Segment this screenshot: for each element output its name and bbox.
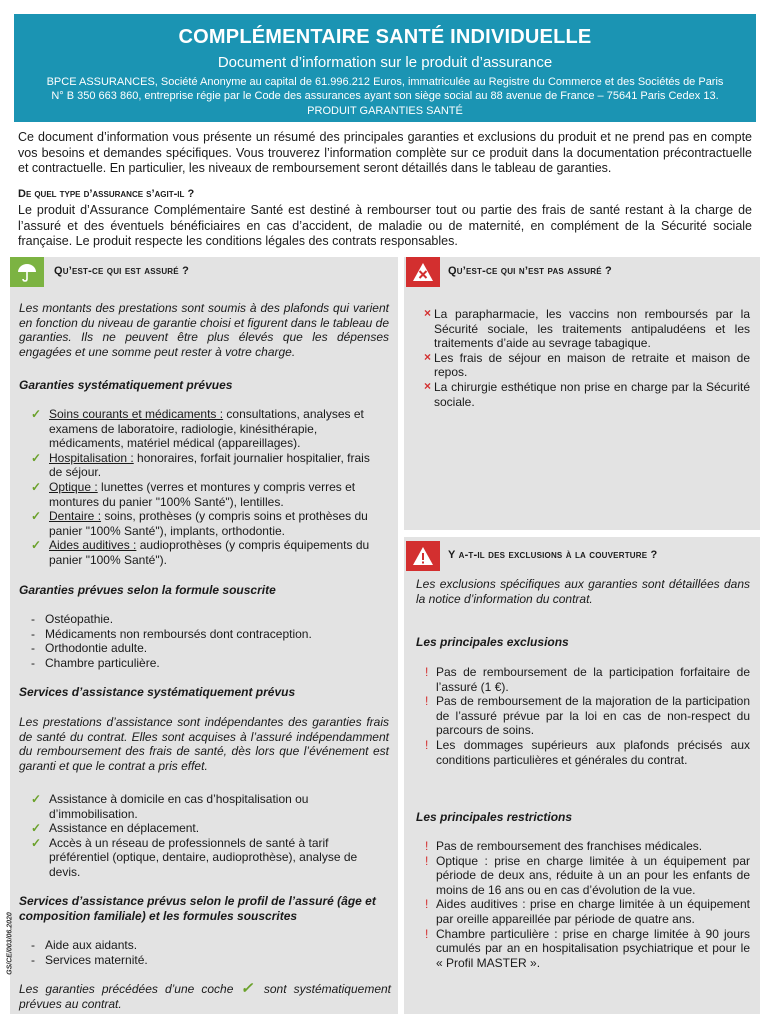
document-subtitle: Document d’information sur le produit d’assurance	[217, 54, 553, 71]
list-item: ! Pas de remboursement de la majoration de la participation de l’assuré prévue par la loi en cas de non-respect du parcours de soins.	[424, 694, 750, 738]
list-item-text: soins, prothèses (y compris soins et prothèses du panier "100% Santé"), implants, orthodontie.	[49, 509, 368, 538]
list-item: - Médicaments non remboursés dont contraception.	[29, 627, 379, 642]
formula-list	[29, 612, 379, 670]
assistance-heading: Services d’assistance systématiquement prévus	[19, 685, 296, 699]
company-info-line: N° B 350 663 860, entreprise régie par le Code des assurances ayant son siège social au 88 avenue de France – 75641 Paris Cedex 13.	[51, 90, 719, 102]
list-item: ! Aides auditives : prise en charge limitée à un équipement par oreille appareillée par période de quatre ans.	[424, 897, 750, 926]
list-item: ! Pas de remboursement des franchises médicales.	[424, 839, 750, 854]
list-item-label: Dentaire :	[49, 509, 102, 524]
warning-triangle-icon	[406, 541, 440, 571]
exclusions-heading: Y a-t-il des exclusions à la couverture ?	[448, 549, 658, 561]
list-item: ! Chambre particulière : prise en charge limitée à 90 jours cumulés par an en hospitalisation psychiatrique et pour le « Profil MASTER ».	[424, 927, 750, 971]
main-exclusions-heading: Les principales exclusions	[416, 635, 569, 649]
list-item-text: lunettes (verres et montures y compris verres et montures du panier "100% Santé"), lentilles.	[49, 479, 356, 509]
restrictions-heading: Les principales restrictions	[416, 810, 573, 824]
formula-heading: Garanties prévues selon la formule souscrite	[19, 583, 276, 597]
systematic-list	[27, 407, 385, 568]
list-item: ! Pas de remboursement de la participation forfaitaire de l’assuré (1 €).	[424, 665, 750, 694]
not-insured-heading: Qu’est-ce qui n’est pas assuré ?	[448, 265, 612, 277]
footnote	[19, 982, 391, 1011]
product-name: PRODUIT GARANTIES SANTÉ	[307, 105, 463, 117]
not-insured-panel	[404, 257, 760, 530]
list-item-text: consultations, analyses et examens de laboratoire, radiologie, kinésithérapie, médicaments, matériel médical (appareillages).	[49, 407, 364, 451]
not-insured-list	[424, 307, 750, 409]
assistance-list	[27, 792, 367, 880]
list-item-label: Soins courants et médicaments :	[49, 407, 224, 421]
exclusions-panel	[404, 537, 760, 1014]
check-icon: ✓	[240, 980, 257, 997]
document-header	[14, 14, 756, 122]
list-item: ! Optique : prise en charge limitée à un équipement par période de deux ans, réduite à un an pour les enfants de moins de 16 ans ou en cas d’évolution de la vue.	[424, 854, 750, 898]
list-item: × La chirurgie esthétique non prise en charge par la Sécurité sociale.	[424, 380, 750, 409]
list-item: ✓ Assistance à domicile en cas d’hospitalisation ou d’immobilisation.	[27, 792, 367, 821]
insurance-type-text: Le produit d’Assurance Complémentaire Santé est destiné à rembourser tout ou partie des frais de santé restant à la charge de l’assuré et des éventuels bénéficiaires en cas d’accident, de maladie ou de maternité, en complément de la Sécurité sociale française. Le produit respecte les conditions légales des contrats responsables.	[18, 203, 752, 248]
list-item: - Orthodontie adulte.	[29, 641, 379, 656]
systematic-heading: Garanties systématiquement prévues	[19, 378, 233, 392]
list-item	[27, 480, 385, 509]
list-item-label: Optique :	[49, 479, 98, 494]
insured-panel	[10, 257, 398, 1014]
footnote-text: sont systématiquement prévues au contrat.	[19, 982, 391, 1011]
list-item-label: Aides auditives :	[49, 538, 137, 553]
list-item: - Ostéopathie.	[29, 612, 379, 627]
list-item: - Aide aux aidants.	[29, 938, 329, 953]
assistance-intro: Les prestations d’assistance sont indépendantes des garanties frais de santé du contrat. Elles sont acquises à l’assuré indépendamment du remboursement des frais de santé, dès lors que l’événement est garanti et que le contrat a pris effet.	[19, 715, 389, 773]
insurance-type-heading: De quel type d’assurance s’agit-il ?	[18, 188, 195, 200]
list-item: ✓ Assistance en déplacement.	[27, 821, 367, 836]
main-exclusions-list	[424, 665, 750, 767]
restrictions-list	[424, 839, 750, 970]
company-info	[14, 75, 756, 103]
insured-heading: Qu’est-ce qui est assuré ?	[54, 265, 189, 277]
cross-warning-icon	[406, 257, 440, 287]
footnote-text: Les garanties précédées d’une coche	[19, 982, 234, 996]
list-item	[27, 451, 385, 480]
list-item: × La parapharmacie, les vaccins non remboursés par la Sécurité sociale, les traitements antipaludéens et les traitements d’aide au sevrage tabagique.	[424, 307, 750, 351]
list-item: ! Les dommages supérieurs aux plafonds précisés aux conditions particulières et générales du contrat.	[424, 738, 750, 767]
profile-list	[29, 938, 329, 967]
exclusions-intro: Les exclusions spécifiques aux garanties sont détaillées dans la notice d’information du contrat.	[416, 577, 750, 606]
list-item	[27, 509, 385, 538]
list-item: - Services maternité.	[29, 953, 329, 968]
list-item	[27, 538, 385, 567]
umbrella-icon	[10, 257, 44, 287]
document-code: GS/CE/003/06.2020	[6, 912, 14, 975]
company-info-line: BPCE ASSURANCES, Société Anonyme au capital de 61.996.212 Euros, immatriculée au Registre du Commerce et des Sociétés de Paris	[46, 76, 724, 88]
insured-intro: Les montants des prestations sont soumis à des plafonds qui varient en fonction du niveau de garantie choisi et figurent dans le tableau de garanties. Ils ne peuvent être plus élevés que les dépenses engagées et une somme peut rester à votre charge.	[19, 301, 389, 359]
list-item: - Chambre particulière.	[29, 656, 379, 671]
list-item: × Les frais de séjour en maison de retraite et maison de repos.	[424, 351, 750, 380]
list-item-label: Hospitalisation :	[49, 450, 134, 465]
profile-heading: Services d’assistance prévus selon le profil de l’assuré (âge et composition familiale) et les formules souscrites	[19, 894, 376, 923]
list-item-text: honoraires, forfait journalier hospitalier, frais de séjour.	[49, 450, 370, 480]
document-title: COMPLÉMENTAIRE SANTÉ INDIVIDUELLE	[178, 26, 592, 48]
intro-paragraph: Ce document d’information vous présente un résumé des principales garanties et exclusions du produit et ne prend pas en compte vos besoins et demandes spécifiques. Vous trouverez l’information complète sur ce produit dans la documentation précontractuelle et contractuelle. En particulier, les niveaux de remboursement seront détaillés dans le tableau de garanties.	[18, 130, 752, 175]
list-item	[27, 407, 385, 451]
list-item-text: audioprothèses (y compris équipements du panier "100% Santé").	[49, 538, 370, 567]
list-item: ✓ Accès à un réseau de professionnels de santé à tarif préférentiel (optique, dentaire, audioprothèse), analyse de devis.	[27, 836, 367, 880]
